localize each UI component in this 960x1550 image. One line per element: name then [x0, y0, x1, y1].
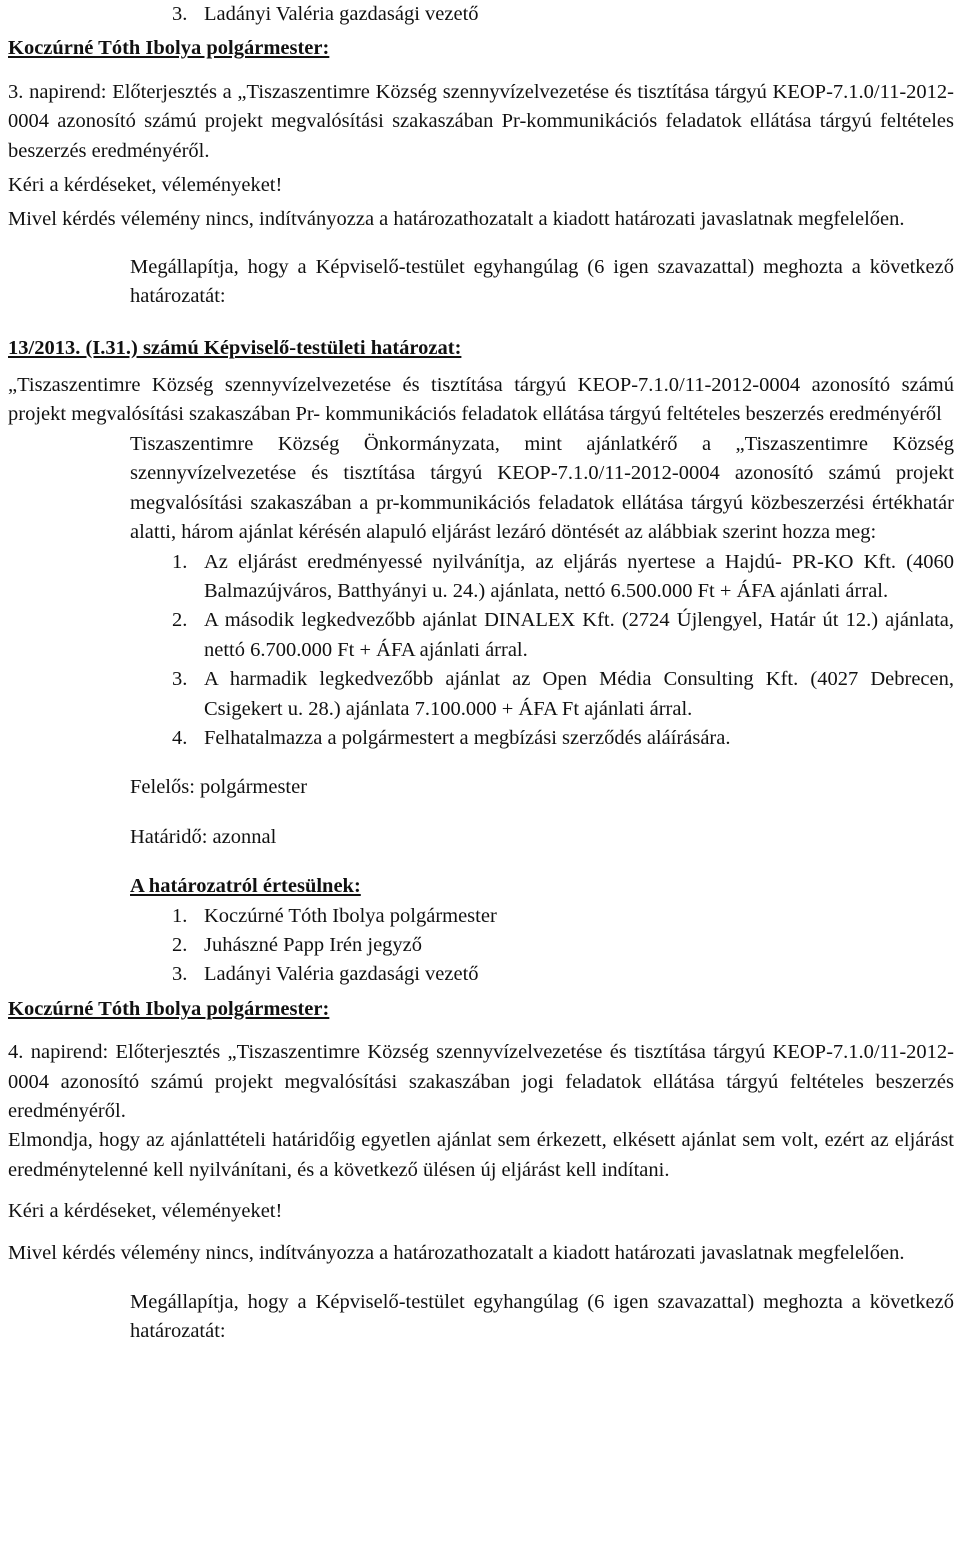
explanation-text: Elmondja, hogy az ajánlattételi határidőig egyetlen ajánlat sem érkezett, elkésett ajánlat sem volt, ezért az eljárást eredménytelenné kell nyilvánítani, és a következő ülésen új eljárást kell indítani. [8, 1129, 954, 1181]
list-item-text: Koczúrné Tóth Ibolya polgármester [204, 904, 497, 927]
finding-text: Megállapítja, hogy a Képviselő-testület egyhangúlag (6 igen szavazattal) meghozta a következő határozatát: [130, 1291, 954, 1343]
resolution-title: 13/2013. (I.31.) számú Képviselő-testületi határozat: [8, 336, 462, 359]
deadline-line: Határidő: azonnal [130, 825, 277, 848]
list-item-text: A második legkedvezőbb ajánlat DINALEX Kft. (2724 Újlengyel, Határ út 12.) ajánlata, nettó 6.700.000 Ft + ÁFA ajánlati árral. [204, 609, 954, 661]
resolution-items [8, 548, 954, 754]
speaker-heading: Koczúrné Tóth Ibolya polgármester: [8, 37, 330, 60]
list-item-number: 3. [172, 668, 188, 691]
top-notify-list [8, 0, 954, 29]
list-item [8, 724, 954, 753]
list-item-number: 2. [172, 609, 188, 632]
list-item [8, 931, 954, 960]
list-item [8, 0, 954, 29]
notify-list [8, 902, 954, 990]
list-item-number: 4. [172, 726, 188, 749]
ask-questions: Kéri a kérdéseket, véleményeket! [8, 174, 283, 197]
list-item [8, 960, 954, 989]
list-item-text: Az eljárást eredményessé nyilvánítja, az eljárás nyertese a Hajdú- PR-KO Kft. (4060 Balmazújváros, Batthyányi u. 24.) ajánlata, nettó 6.500.000 Ft + ÁFA ajánlati árral. [204, 550, 954, 602]
resolution-subject: „Tiszaszentimre Község szennyvízelvezetése és tisztítása tárgyú KEOP-7.1.0/11-2012-0004 azonosító számú projekt megvalósítási szakaszában Pr- kommunikációs feladatok ellátása tárgyú feltételes beszerzés eredményéről [8, 374, 954, 426]
speaker-heading: Koczúrné Tóth Ibolya polgármester: [8, 997, 330, 1020]
agenda-item-3: 3. napirend: Előterjesztés a „Tiszaszentimre Község szennyvízelvezetése és tisztítása tárgyú KEOP-7.1.0/11-2012-0004 azonosító számú projekt megvalósítási szakaszában Pr-kommunikációs feladatok ellátása tárgyú feltételes beszerzés eredményéről. [8, 80, 954, 162]
motion-text: Mivel kérdés vélemény nincs, indítványozza a határozathozatalt a kiadott határozati javaslatnak megfelelően. [8, 1241, 905, 1264]
list-item-number: 1. [172, 550, 188, 573]
ask-questions: Kéri a kérdéseket, véleményeket! [8, 1200, 283, 1223]
list-item-number: 1. [172, 904, 188, 927]
resolution-body: Tiszaszentimre Község Önkormányzata, mint ajánlatkérő a „Tiszaszentimre Község szennyvízelvezetése és tisztítása tárgyú KEOP-7.1.0/11-2012-0004 azonosító számú projekt megvalósítási szakaszában a pr-kommunikációs feladatok ellátása tárgyú közbeszerzési értékhatár alatti, három ajánlat kérésén alapuló eljárást lezáró döntését az alábbiak szerint hozza meg: [130, 432, 954, 544]
list-item [8, 902, 954, 931]
responsible-line: Felelős: polgármester [130, 776, 308, 799]
motion-text: Mivel kérdés vélemény nincs, indítványozza a határozathozatalt a kiadott határozati javaslatnak megfelelően. [8, 208, 905, 231]
list-item-text: Juhászné Papp Irén jegyző [204, 933, 423, 956]
list-item-number: 3. [172, 3, 188, 25]
list-item [8, 665, 954, 724]
agenda-item-4: 4. napirend: Előterjesztés „Tiszaszentimre Község szennyvízelvezetése és tisztítása tárgyú KEOP-7.1.0/11-2012-0004 azonosító számú projekt megvalósítási szakaszában jogi feladatok ellátása tárgyú feltételes beszerzés eredményéről. [8, 1041, 954, 1122]
list-item [8, 606, 954, 665]
list-item [8, 548, 954, 607]
list-item-text: Ladányi Valéria gazdasági vezető [204, 963, 479, 986]
list-item-text: Felhatalmazza a polgármestert a megbízási szerződés aláírására. [204, 726, 731, 749]
list-item-text: Ladányi Valéria gazdasági vezető [204, 3, 479, 25]
notify-heading: A határozatról értesülnek: [130, 875, 361, 898]
finding-text: Megállapítja, hogy a Képviselő-testület egyhangúlag (6 igen szavazattal) meghozta a következő határozatát: [130, 255, 954, 308]
list-item-number: 2. [172, 933, 188, 956]
list-item-text: A harmadik legkedvezőbb ajánlat az Open Média Consulting Kft. (4027 Debrecen, Csigekert u. 28.) ajánlata 7.100.000 + ÁFA Ft ajánlati árral. [204, 668, 954, 720]
list-item-number: 3. [172, 963, 188, 986]
